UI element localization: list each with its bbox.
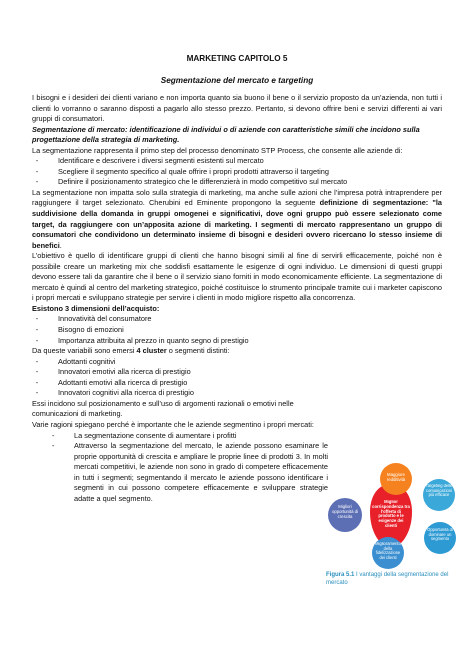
bold-clusters: 4 cluster bbox=[136, 346, 167, 356]
list-item: - Scegliere il segmento specifico al quale offrire i propri prodotti attraverso il targeting bbox=[58, 167, 442, 178]
left-label: Migliori opportunità di crescita bbox=[331, 504, 359, 519]
document-subtitle: Segmentazione del mercato e targeting bbox=[160, 76, 314, 85]
caption-label: Figura 5.1 bbox=[326, 572, 355, 578]
document-body bbox=[32, 93, 442, 504]
list-item: - Definire il posizionamento strategico che le differenzierà in modo competitivo sul mercato bbox=[58, 177, 442, 188]
caption-text: I vantaggi della segmentazione del mercato bbox=[326, 572, 449, 586]
center-label-box bbox=[372, 500, 410, 538]
list-item: - Bisogno di emozioni bbox=[58, 325, 442, 336]
text-span: . bbox=[59, 240, 62, 250]
heading-dimensions: Esistono 3 dimensioni dell’acquisto: bbox=[32, 303, 160, 313]
list-item: - Adottanti emotivi alla ricerca di prestigio bbox=[58, 378, 442, 389]
clusters-list bbox=[32, 357, 442, 399]
text-span: o segmenti distinti: bbox=[166, 346, 230, 356]
list-item: - Attraverso la segmentazione del mercato, le aziende possono esaminare le proprie opportunità di crescita e ampliare le proprie linee di prodotti 3. In molti mercati competitivi, le aziende non sono in grado di competere efficacemente in tutti i segmenti; segmentando il mercato le aziende possono identificare i segmenti in cui possono competere efficacemente e sviluppare strategie adatte a quel segmento. bbox=[74, 441, 328, 504]
benefits-diagram bbox=[318, 462, 464, 570]
stp-list bbox=[32, 156, 442, 188]
list-item: - Innovatori cognitivi alla ricerca di prestigio bbox=[58, 388, 442, 399]
bold-definition: definizione di segmentazione: "la suddivisione della domanda in gruppi omogenei e significativi, dove ogni gruppo può essere selezionato come target, da raggiungere con un’apposita azione di marketing. bbox=[32, 198, 442, 229]
figure-caption bbox=[318, 572, 464, 587]
paragraph-stp: La segmentazione rappresenta il primo step del processo denominato STP Process, che consente alle aziende di: bbox=[32, 145, 403, 155]
top-label-box bbox=[382, 472, 410, 488]
list-item: - Adottanti cognitivi bbox=[58, 357, 442, 368]
bold-segments: I segmenti di mercato rappresentano un gruppo di consumatori che condividono un determinato insieme di bisogni e desideri ovvero ricercano lo stesso insieme di benefici bbox=[32, 219, 443, 250]
definition-segmentation: Segmentazione di mercato: identificazione di individui o di aziende con caratteristiche simili che incidono sulla progettazione della strategia di marketing. bbox=[32, 124, 420, 145]
paragraph-intro: I bisogni e i desideri dei clienti variano e non importa quanto sia buono il bene o il servizio proposto da un’azienda, non tutti i clienti lo vorranno o saranno disposti a pagarlo allo stesso prezzo. Pertanto, si devono offrire beni e servizi differenti ai vari gruppi di consumatori. bbox=[32, 93, 442, 124]
top-label: Maggiore redditività bbox=[386, 472, 406, 482]
list-item: - La segmentazione consente di aumentare i profitti bbox=[74, 431, 328, 442]
text-span: Da queste variabili sono emersi bbox=[32, 346, 137, 356]
bottom-label-box bbox=[373, 542, 403, 566]
list-item: - Identificare e descrivere i diversi segmenti esistenti sul mercato bbox=[58, 156, 442, 167]
center-label: Miglior corrispondenza tra l'offerta di prodotto e le esigenze dei clienti bbox=[372, 500, 410, 528]
list-item: - Importanza attribuita al prezzo in quanto segno di prestigio bbox=[58, 336, 442, 347]
segmentation-benefits-figure bbox=[318, 462, 464, 587]
text-span: La segmentazione non impatta solo sulla strategia di marketing, ma anche sulle azioni che l’impresa potrà intraprendere per raggiungere il target selezionato. Cherubini ed Eminente propongono la seguente bbox=[32, 187, 442, 208]
paragraph-clusters bbox=[32, 346, 442, 357]
right-bottom-label-box bbox=[426, 528, 454, 550]
paragraph-positioning: Essi incidono sul posizionamento e sull’uso di argomenti razionali o emotivi nelle comunicazioni di marketing. bbox=[32, 398, 294, 419]
bottom-label: Miglioramento della fidelizzazione dei clienti bbox=[375, 542, 401, 561]
document-title: MARKETING CAPITOLO 5 bbox=[186, 54, 288, 63]
list-item: - Innovatività del consumatore bbox=[58, 314, 442, 325]
paragraph-objective: L’obiettivo è quello di identificare gruppi di clienti che hanno bisogni simili al fine di servirli efficacemente, poiché non è possibile creare un marketing mix che soddisfi esattamente le esigenze di ogni individuo. Le dimensioni di questi gruppi devono essere tali da garantire che il bene o il servizio siano forniti in modo economicamente efficiente. La segmentazione di mercato è quindi al centro del marketing strategico, poiché costituisce lo strumento principale tramite cui i marketer capiscono i propri mercati e sviluppano strategie per servire i clienti in modo migliore rispetto alla concorrenza. bbox=[32, 251, 442, 303]
list-item: - Innovatori emotivi alla ricerca di prestigio bbox=[58, 367, 442, 378]
right-top-label: Targeting delle comunicazioni più efficace bbox=[425, 484, 453, 498]
paragraph-definition bbox=[32, 188, 442, 251]
right-bottom-label: Opportunità di dominare un segmento bbox=[427, 528, 453, 542]
right-top-label-box bbox=[425, 484, 453, 508]
paragraph-reasons: Varie ragioni spiegano perché è importante che le aziende segmentino i propri mercati: bbox=[32, 419, 314, 429]
dimensions-list bbox=[32, 314, 442, 346]
reasons-list bbox=[32, 431, 328, 505]
left-label-box bbox=[330, 504, 360, 528]
